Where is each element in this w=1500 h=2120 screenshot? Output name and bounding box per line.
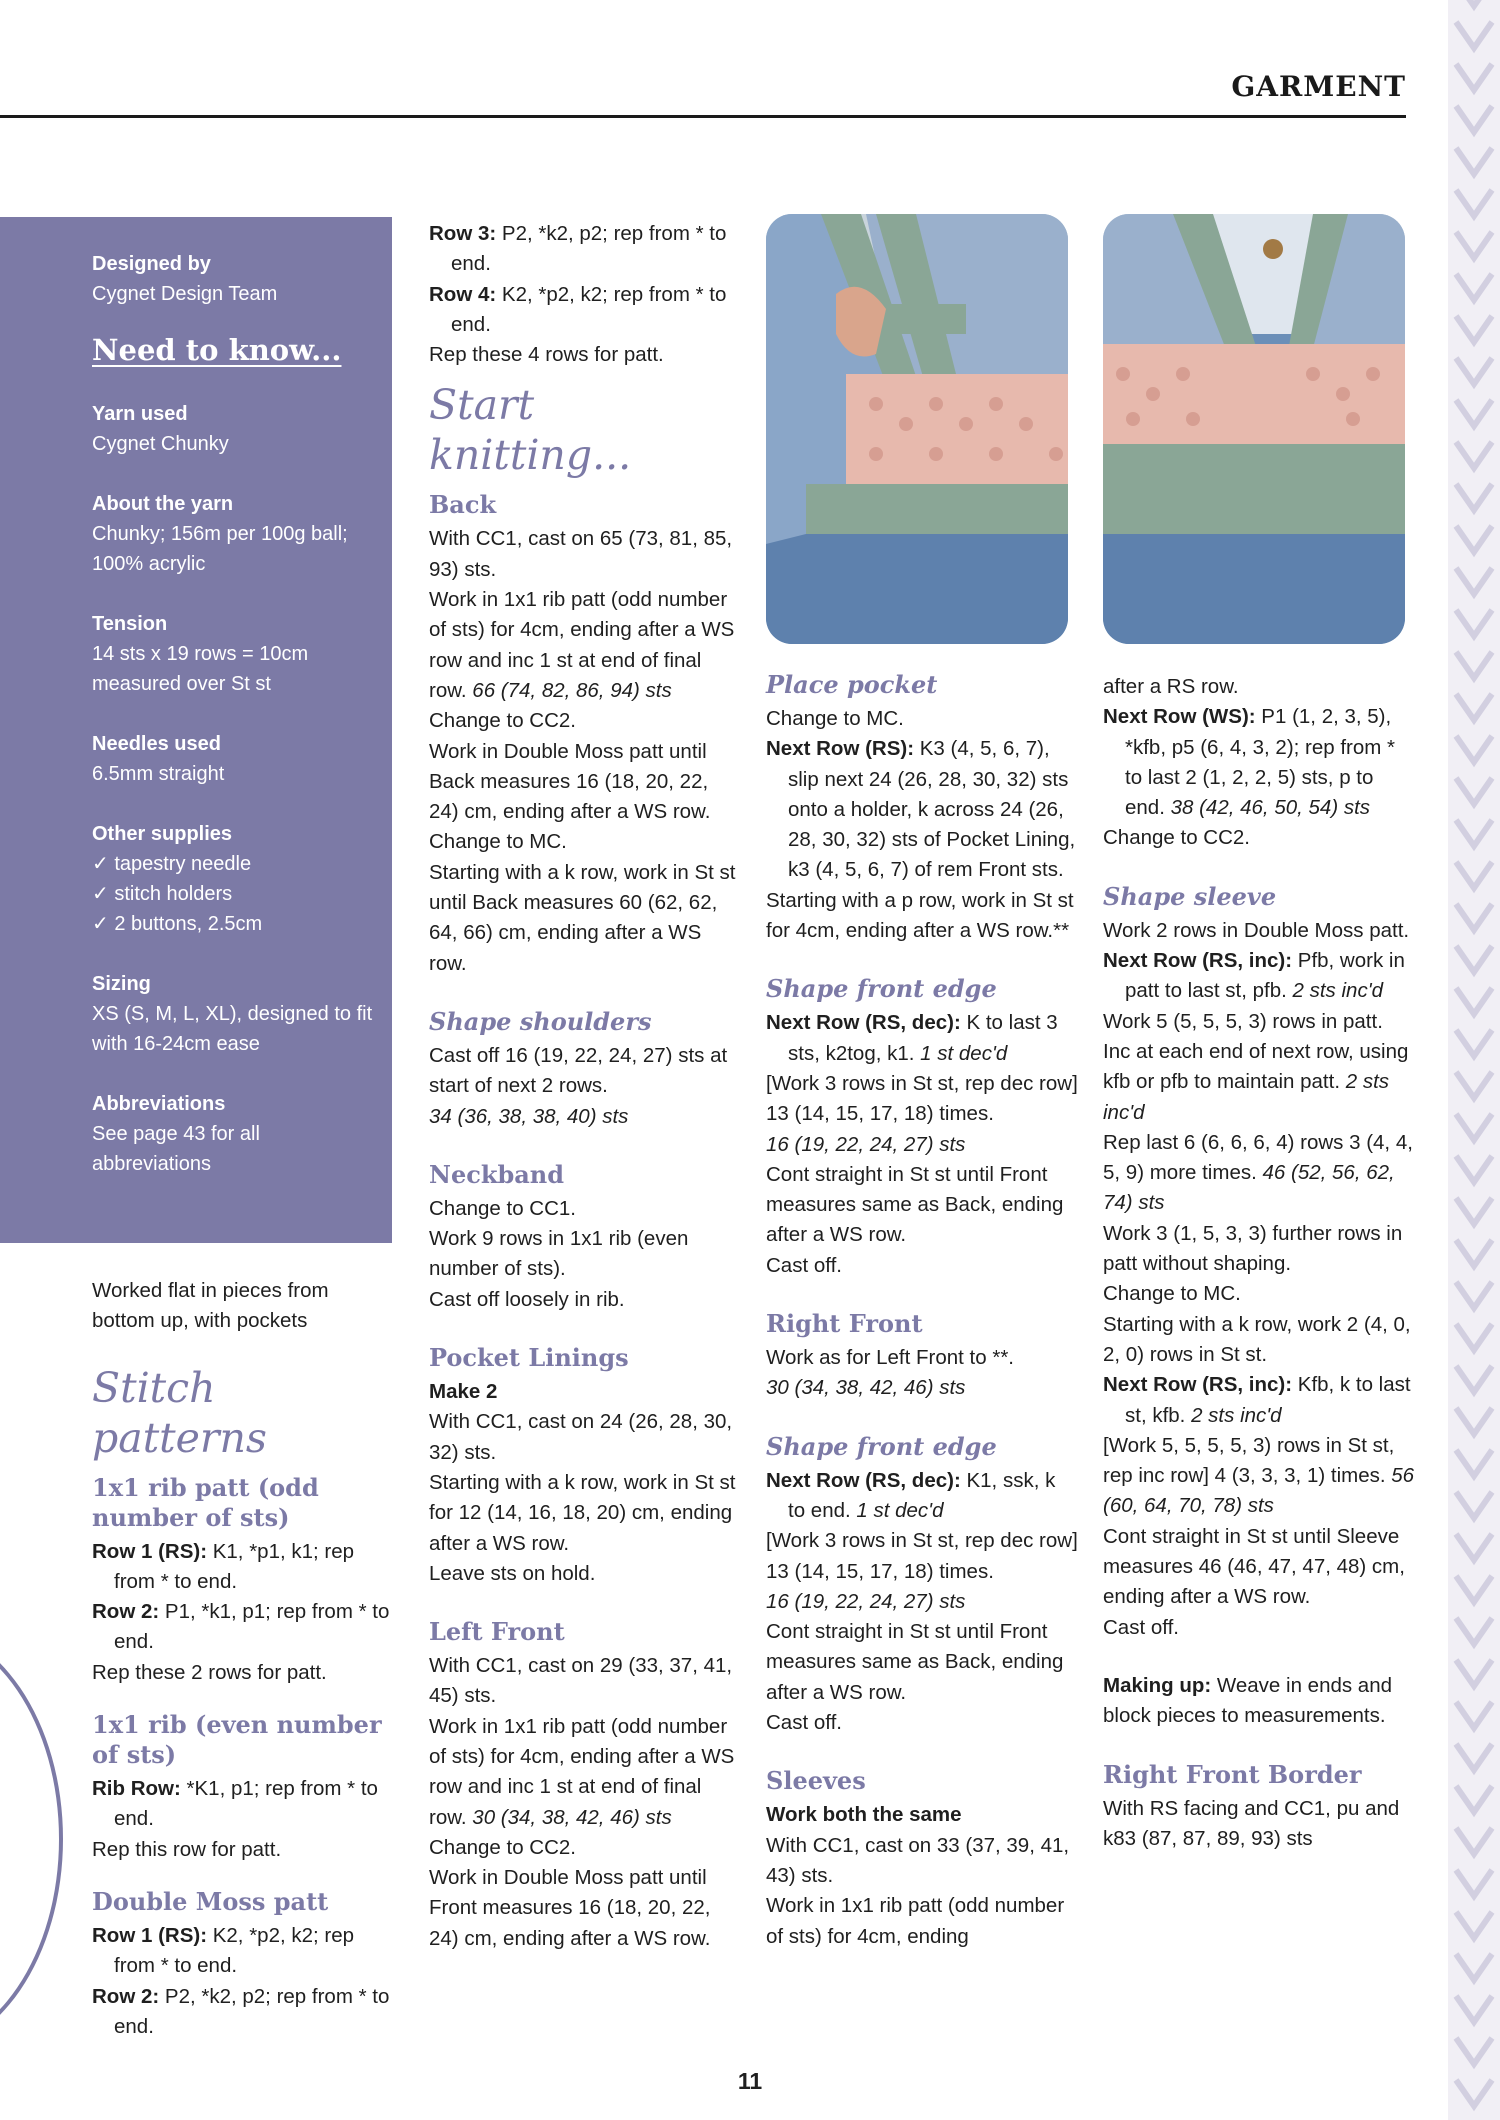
intro-text: Worked flat in pieces from bottom up, with pockets [92,1279,329,1333]
instruction: Making up: Weave in ends and block pieces to measurements. [1103,1673,1393,1728]
instruction: Next Row (RS, inc): Kfb, k to last st, kfb. 2 sts inc'd [1103,1373,1411,1427]
instruction: Rib Row: *K1, p1; rep from * to end. [92,1777,378,1831]
instruction: 16 (19, 22, 24, 27) sts [766,1132,966,1156]
supply-item: ✓ 2 buttons, 2.5cm [92,913,263,935]
instruction: Change to CC2. [1103,826,1251,850]
start-knitting-title: Start knitting... [429,381,632,480]
rib-odd-title: 1x1 rib patt (odd number of sts) [92,1472,319,1532]
place-pocket-title: Place pocket [766,670,938,699]
column-4 [1103,672,1415,1854]
column-3 [766,670,1078,1952]
instruction: Work 2 rows in Double Moss patt. [1103,918,1410,942]
tension-value: 14 sts x 19 rows = 10cm measured over St st [92,643,309,695]
instruction: Cast off. [766,1711,842,1735]
instruction: Row 2: P2, *k2, p2; rep from * to end. [92,1984,390,2038]
shape-shoulders-title: Shape shoulders [429,1006,652,1036]
instruction: 16 (19, 22, 24, 27) sts [766,1589,966,1613]
needles-label: Needles used [92,733,221,755]
yarn-value: Cygnet Chunky [92,433,229,455]
supplies-list [92,849,382,939]
instruction: Work as for Left Front to **. [766,1346,1014,1370]
column-2 [429,219,737,1954]
back-title: Back [429,490,497,520]
instruction: Row 1 (RS): K1, *p1, k1; rep from * to end. [92,1539,355,1593]
section-label: GARMENT [1231,70,1406,103]
instruction: Cont straight in St st until Front measures same as Back, ending after a WS row. [766,1620,1064,1704]
instruction: Work in 1x1 rib patt (odd number of sts) for 4cm, ending after a WS row and inc 1 st at end of final row. 66 (74, 82, 86, 94) sts [429,588,735,702]
instruction: Work in Double Moss patt until Back measures 16 (18, 20, 22, 24) cm, ending after a WS row. [429,739,711,824]
instruction: Work in 1x1 rib patt (odd number of sts) for 4cm, ending [766,1894,1065,1948]
header-rule [0,115,1406,118]
instruction: Row 2: P1, *k1, p1; rep from * to end. [92,1600,390,1654]
yarn-label: Yarn used [92,403,188,425]
instruction: Cont straight in St st until Sleeve measures 46 (46, 47, 47, 48) cm, ending after a WS row. [1103,1524,1405,1609]
needles-value: 6.5mm straight [92,763,225,785]
instruction: With CC1, cast on 24 (26, 28, 30, 32) sts. [429,1410,733,1464]
page-number: 11 [737,2068,763,2094]
instruction: Rep this row for patt. [92,1837,282,1861]
right-front-border-title: Right Front Border [1103,1759,1362,1789]
instruction: Work both the same [766,1803,962,1827]
tension-label: Tension [92,613,168,635]
abbreviations-label: Abbreviations [92,1093,226,1115]
instruction: Next Row (RS, dec): K to last 3 sts, k2tog, k1. 1 st dec'd [766,1011,1058,1065]
instruction: Rep last 6 (6, 6, 6, 4) rows 3 (4, 4, 5, 9) more times. 46 (52, 56, 62, 74) sts [1103,1130,1413,1215]
instruction: Work 5 (5, 5, 5, 3) rows in patt. Inc at each end of next row, using kfb or pfb to maintain patt. 2 sts inc'd [1103,1009,1409,1124]
designed-by-value: Cygnet Design Team [92,283,278,305]
garment-photo-neckline [1103,214,1405,644]
left-front-title: Left Front [429,1617,565,1647]
decorative-border [1448,0,1500,2120]
sizing-value: XS (S, M, L, XL), designed to fit with 16-24cm ease [92,1003,373,1055]
instruction: Cast off loosely in rib. [429,1287,625,1311]
abbreviations-value: See page 43 for all abbreviations [92,1123,260,1175]
instruction: Starting with a k row, work in St st until Back measures 60 (62, 62, 64, 66) cm, ending after a WS row. [429,860,736,975]
instruction: [Work 3 rows in St st, rep dec row] 13 (14, 15, 17, 18) times. [766,1529,1078,1583]
sleeves-title: Sleeves [766,1766,866,1796]
instruction: Cast off. [1103,1615,1179,1639]
right-front-title: Right Front [766,1309,923,1339]
rib-even-title: 1x1 rib (even number of sts) [92,1710,382,1770]
instruction: Cast off. [766,1253,842,1277]
instruction: Next Row (RS, dec): K1, ssk, k to end. 1 st dec'd [766,1468,1056,1522]
sizing-label: Sizing [92,973,151,995]
supply-item: ✓ stitch holders [92,883,233,905]
instruction: Leave sts on hold. [429,1561,596,1585]
instruction: With CC1, cast on 33 (37, 39, 41, 43) sts. [766,1833,1070,1887]
instruction: 30 (34, 38, 42, 46) sts [766,1376,966,1400]
instruction: With CC1, cast on 29 (33, 37, 41, 45) sts. [429,1654,733,1708]
shape-front-edge-title: Shape front edge [766,1431,997,1461]
stitch-patterns-title: Stitch patterns [92,1363,267,1462]
instruction: With RS facing and CC1, pu and k83 (87, 87, 89, 93) sts [1103,1796,1400,1850]
instruction: Cont straight in St st until Front measures same as Back, ending after a WS row. [766,1162,1064,1247]
instruction: Work 3 (1, 5, 3, 3) further rows in patt without shaping. [1103,1221,1403,1276]
need-to-know-panel [0,217,392,1243]
about-yarn-value: Chunky; 156m per 100g ball; 100% acrylic [92,523,348,575]
instruction: Change to CC2. [429,709,577,733]
instruction: Row 4: K2, *p2, k2; rep from * to end. [429,282,727,336]
instruction: Starting with a k row, work 2 (4, 0, 2, 0) rows in St st. [1103,1312,1411,1366]
instruction: Row 3: P2, *k2, p2; rep from * to end. [429,222,727,276]
instruction: Rep these 2 rows for patt. [92,1660,327,1684]
decorative-circle [0,1625,63,2053]
instruction: Rep these 4 rows for patt. [429,343,664,367]
instruction: [Work 3 rows in St st, rep dec row] 13 (14, 15, 17, 18) times. [766,1071,1078,1126]
instruction: Row 1 (RS): K2, *p2, k2; rep from * to end. [92,1923,355,1978]
instruction: Next Row (WS): P1 (1, 2, 3, 5), *kfb, p5 (6, 4, 3, 2); rep from * to last 2 (1, 2, 2, 5) sts, p to end. 38 (42, 46, 50, 54) sts [1103,705,1396,820]
double-moss-title: Double Moss patt [92,1886,329,1916]
instruction: 34 (36, 38, 38, 40) sts [429,1104,629,1128]
column-1 [92,1276,392,2042]
designed-by-label: Designed by [92,253,211,275]
about-yarn-label: About the yarn [92,493,234,515]
supply-item: ✓ tapestry needle [92,853,252,875]
shape-front-edge-title: Shape front edge [766,974,997,1004]
instruction: Change to CC1. [429,1196,577,1220]
instruction: Change to CC2. [429,1835,577,1859]
instruction: With CC1, cast on 65 (73, 81, 85, 93) sts. [429,527,733,581]
instruction: after a RS row. [1103,675,1239,698]
instruction: Next Row (RS, inc): Pfb, work in patt to last st, pfb. 2 sts inc'd [1103,949,1405,1003]
pocket-linings-title: Pocket Linings [429,1343,629,1373]
instruction: Make 2 [429,1380,498,1404]
instruction: [Work 5, 5, 5, 5, 3) rows in St st, rep inc row] 4 (3, 3, 3, 1) times. 56 (60, 64, 70, 78) sts [1103,1433,1415,1518]
shape-sleeve-title: Shape sleeve [1103,881,1277,911]
instruction: Work 9 rows in 1x1 rib (even number of sts). [429,1227,689,1281]
instruction: Work in 1x1 rib patt (odd number of sts) for 4cm, ending after a WS row and inc 1 st at end of final row. 30 (34, 38, 42, 46) sts [429,1714,735,1829]
instruction: Starting with a k row, work in St st for 12 (14, 16, 18, 20) cm, ending after a WS row. [429,1470,736,1555]
instruction: Change to MC. [1103,1282,1241,1306]
instruction: Work in Double Moss patt until Front measures 16 (18, 20, 22, 24) cm, ending after a WS row. [429,1866,711,1950]
neckband-title: Neckband [429,1159,565,1189]
garment-photo-pocket [766,214,1068,644]
instruction: Next Row (RS): K3 (4, 5, 6, 7), slip next 24 (26, 28, 30, 32) sts onto a holder, k across 24 (26, 28, 30, 32) sts of Pocket Lining, k3 (4, 5, 6, 7) of rem Front sts. [766,737,1076,882]
instruction: Cast off 16 (19, 22, 24, 27) sts at start of next 2 rows. [429,1043,728,1098]
instruction: Change to MC. [429,830,567,854]
need-to-know-title: Need to know... [92,333,342,367]
instruction: Starting with a p row, work in St st for 4cm, ending after a WS row.** [766,888,1074,943]
supplies-label: Other supplies [92,823,233,845]
instruction: Change to MC. [766,707,904,730]
